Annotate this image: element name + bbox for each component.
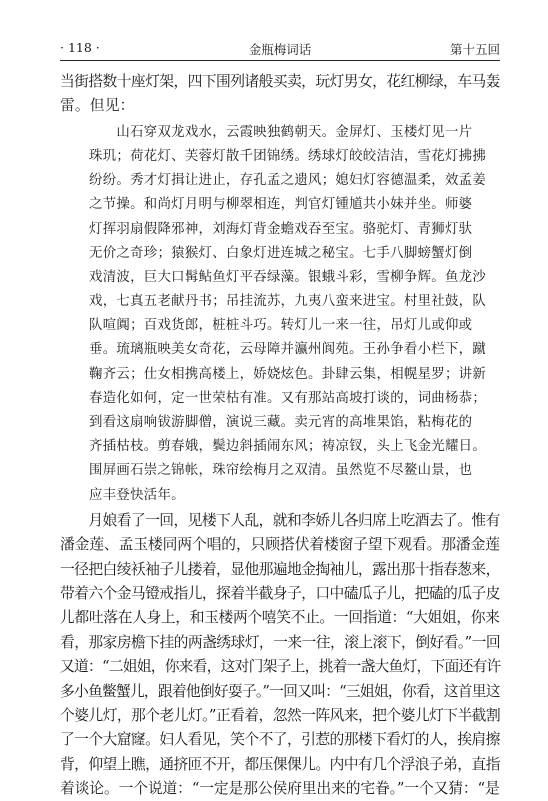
page-number: · 118 · <box>60 40 100 55</box>
poem-line: 灯挥羽扇假降邪神，刘海灯背金蟾戏吞至宝。骆驼灯、青狮灯驮 <box>89 221 473 237</box>
running-header <box>60 38 500 61</box>
chapter-title: 第十五回 <box>449 42 500 57</box>
poem-line: 珠玑；荷花灯、芙蓉灯散千团锦绣。绣球灯皎皎洁洁，雪花灯拂拂 <box>89 148 487 164</box>
body-paragraph <box>60 509 500 801</box>
poem-line: 纷纷。秀才灯揖让进止，存孔孟之遗风；媳妇灯容德温柔，效孟姜 <box>89 173 487 189</box>
poem-line: 春造化如何，定一世荣枯有准。又有那站高坡打谈的，词曲杨恭； <box>89 390 487 406</box>
poem-line: 之节操。和尚灯月明与柳翠相连，判官灯锺馗共小妹并坐。师婆 <box>89 197 473 213</box>
book-title: 金瓶梅词话 <box>248 42 312 57</box>
body-line: 月娘看了一回，见楼下人乱，就和李娇儿各归席上吃酒去了。惟有 <box>60 511 500 529</box>
poem-line: 戏，七真五老献丹书；吊挂流苏，九夷八蛮来进宝。村里社鼓，队 <box>89 294 487 310</box>
poem-line: 围屏画石崇之锦帐，珠帘绘梅月之双清。虽然览不尽鳌山景，也 <box>89 463 473 479</box>
intro-paragraph <box>60 70 500 119</box>
intro-line: 当街搭数十座灯架，四下围列诸般买卖，玩灯男女，花红柳绿，车马轰 <box>60 73 500 90</box>
poem-line: 队喧阗；百戏货郎，桩桩斗巧。转灯儿一来一往，吊灯儿或仰或 <box>89 318 473 334</box>
poem-line: 无价之奇珍；猿猴灯、白象灯进连城之秘宝。七手八脚螃蟹灯倒 <box>89 245 473 261</box>
body-line: 潘金莲、孟玉楼同两个唱的，只顾搭伏着楼窗子望下观看。那潘金莲 <box>60 536 500 554</box>
poem-line: 鞠齐云；仕女相携高楼上，娇娆炫色。卦肆云集，相幌星罗；讲新 <box>89 366 487 382</box>
page-body <box>60 70 500 801</box>
poem-line: 垂。琉璃瓶映美女奇花，云母障并瀛州阆苑。王孙争看小栏下，蹴 <box>89 342 487 358</box>
poem-line: 齐插枯枝。剪春娥，鬓边斜插闹东风；祷凉钗，头上飞金光耀日。 <box>89 439 487 455</box>
body-line: 带着六个金马镫戒指儿，探着半截身子，口中磕瓜子儿，把磕的瓜子皮 <box>60 584 500 602</box>
poem-block <box>89 121 500 508</box>
body-line: 又道：“二姐姐，你来看，这对门架子上，挑着一盏大鱼灯，下面还有许 <box>60 658 501 676</box>
body-line: 多小鱼鳖蟹儿，跟着他倒好耍子。”一回又叫：“三姐姐，你看，这首里这 <box>60 682 500 700</box>
body-line: 儿都吐落在人身上，和玉楼两个嘻笑不止。一回指道：“大姐姐，你来 <box>60 609 500 627</box>
poem-line: 应丰登快活年。 <box>89 487 185 503</box>
body-line: 了一个大窟窿。妇人看见，笑个不了，引惹的那楼下看灯的人，挨肩擦 <box>60 731 500 749</box>
intro-line: 雷。但见： <box>60 97 135 115</box>
body-line: 背，仰望上瞧，通挤匝不开，都压倮倮儿。内中有几个浮浪子弟，直指 <box>60 755 500 773</box>
body-line: 看，那家房檐下挂的两盏绣球灯，一来一往，滚上滚下，倒好看。”一回 <box>60 633 501 651</box>
body-line: 个婆儿灯，那个老儿灯。”正看着，忽然一阵风来，把个婆儿灯下半截割 <box>60 706 501 724</box>
poem-line: 山石穿双龙戏水，云霞映独鹤朝天。金屏灯、玉楼灯见一片 <box>89 124 473 140</box>
poem-line: 戏清波，巨大口髯鲇鱼灯平吞绿藻。银蛾斗彩，雪柳争辉。鱼龙沙 <box>89 269 487 285</box>
poem-line: 到看这扇响钹游脚僧，演说三藏。卖元宵的高堆果馅，粘梅花的 <box>89 415 473 431</box>
body-line: 一径把白绫袄袖子儿搂着，显他那遍地金掏袖儿，露出那十指春葱来， <box>60 560 500 578</box>
body-line: 着谈论。一个说道：“一定是那公侯府里出来的宅眷。”一个又猜：“是 <box>60 780 500 798</box>
